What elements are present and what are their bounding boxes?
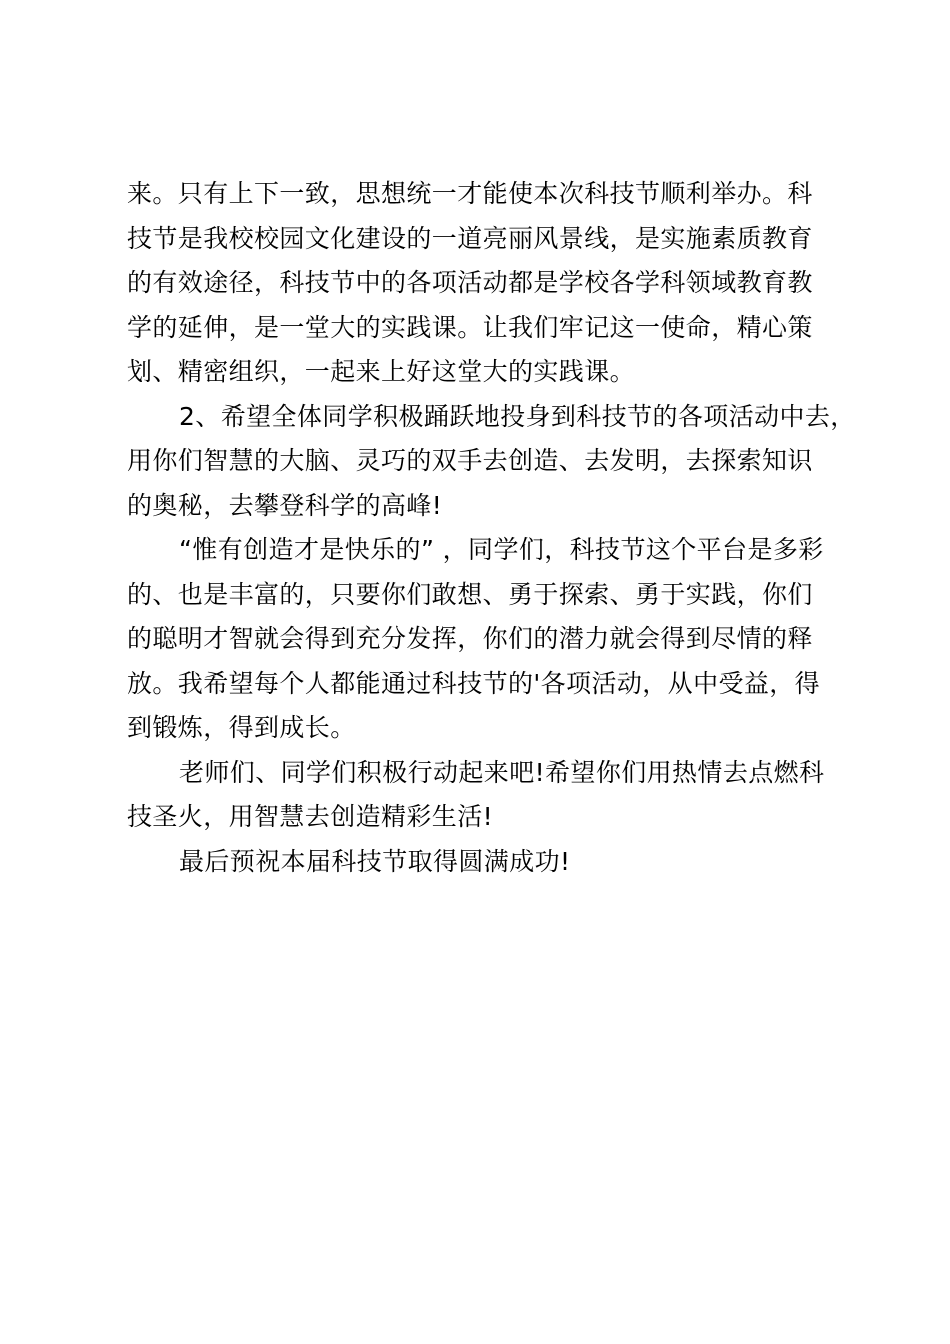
- text-line: 的、也是丰富的，只要你们敢想、勇于探索、勇于实践，你们: [127, 579, 813, 609]
- text-line: 用你们智慧的大脑、灵巧的双手去创造、去发明，去探索知识: [127, 446, 813, 475]
- text-line: 技圣火，用智慧去创造精彩生活!: [127, 802, 494, 831]
- text-line: 的有效途径，科技节中的各项活动都是学校各学科领域教育教: [127, 268, 813, 297]
- text-line: 的奥秘，去攀登科学的高峰!: [127, 490, 443, 520]
- paragraph-start-line: “惟有创造才是快乐的” ，同学们，科技节这个平台是多彩: [179, 535, 824, 564]
- text-line: 划、精密组织，一起来上好这堂大的实践课。: [127, 357, 636, 386]
- text-line: 学的延伸，是一堂大的实践课。让我们牢记这一使命，精心策: [127, 312, 813, 342]
- paragraph-start-line: 最后预祝本届科技节取得圆满成功!: [179, 846, 571, 876]
- text-line: 的聪明才智就会得到充分发挥，你们的潜力就会得到尽情的释: [127, 624, 813, 653]
- document-body: [127, 172, 867, 884]
- paragraph-start-line: 2、希望全体同学积极踊跃地投身到科技节的各项活动中去，: [179, 401, 856, 431]
- text-line: 放。我希望每个人都能通过科技节的'各项活动，从中受益，得: [127, 668, 821, 698]
- paragraph-start-line: 老师们、同学们积极行动起来吧!希望你们用热情去点燃科: [179, 757, 825, 787]
- text-line: 来。只有上下一致，思想统一才能使本次科技节顺利举办。科: [127, 179, 813, 208]
- text-line: 技节是我校校园文化建设的一道亮丽风景线，是实施素质教育: [127, 223, 813, 253]
- text-line: 到锻炼，得到成长。: [127, 713, 356, 742]
